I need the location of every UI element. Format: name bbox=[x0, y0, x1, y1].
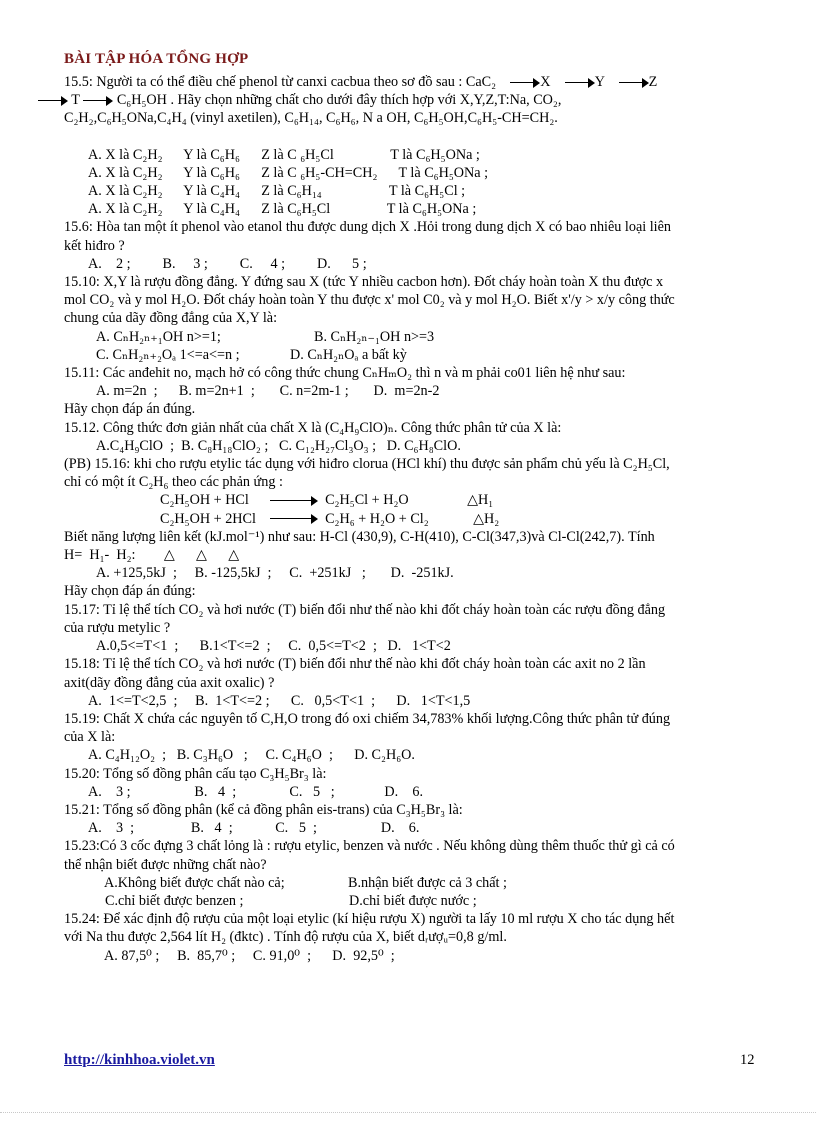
question-15-11-text: 15.11: Các anđehit no, mạch hở có công thức chung CₙHₘO₂ thì n và m phải co01 liên hệ như sau: bbox=[64, 365, 626, 382]
option-b: B. CₙH₂ₙ₋₁OH n>=3 bbox=[314, 328, 435, 345]
option-a: A.Không biết được chất nào cả; bbox=[104, 874, 285, 891]
question-15-21-text: 15.21: Tổng số đồng phân (kể cả đồng phân eis-trans) của C₃H₅Br₃ là: bbox=[64, 801, 463, 818]
question-15-23-text: 15.23:Có 3 cốc đựng 3 chất lỏng là : rượu etylic, benzen và nước . Nếu không dùng thêm thuốc thử gì cả có bbox=[64, 838, 675, 855]
question-15-16-text: (PB) 15.16: khi cho rượu etylic tác dụng với hiđro clorua (HCl khí) thu được sản phẩm chủ yếu là C₂H₅Cl, bbox=[64, 456, 670, 473]
question-15-18-options: A. 1<=T<2,5 ; B. 1<T<=2 ; C. 0,5<T<1 ; D. 1<T<1,5 bbox=[88, 692, 471, 709]
question-15-10-text: 15.10: X,Y là rượu đồng đẳng. Y đứng sau X (tức Y nhiều cacbon hơn). Đốt cháy hoàn toàn X thu được x bbox=[64, 274, 664, 291]
question-15-18-text: 15.18: Tỉ lệ thể tích CO₂ và hơi nước (T) biến đổi như thế nào khi đốt cháy hoàn toàn các axit no 2 lần bbox=[64, 656, 646, 673]
footer-link[interactable]: http://kinhhoa.violet.vn bbox=[64, 1052, 215, 1068]
option-d: D.chỉ biết được nước ; bbox=[349, 892, 477, 909]
option-a: A. CₙH₂ₙ₊₁OH n>=1; bbox=[96, 328, 221, 345]
question-15-24-text: với Na thu được 2,564 lít H₂ (đktc) . Tính độ rượu của X, biết dᵣượᵤ=0,8 g/ml. bbox=[64, 929, 507, 946]
question-15-6-options: A. 2 ; B. 3 ; C. 4 ; D. 5 ; bbox=[88, 255, 367, 272]
reaction-2 bbox=[64, 510, 754, 528]
arrow-icon bbox=[565, 78, 595, 88]
arrow-icon bbox=[619, 78, 649, 88]
reaction-2-reactants: C₂H₅OH + 2HCl bbox=[160, 510, 256, 527]
question-15-16-text: chỉ có một ít C₂H₆ theo các phản ứng : bbox=[64, 474, 283, 491]
question-15-5-line2: T C₆H₅OH . Hãy chọn những chất cho dưới đây thích hợp với X,Y,Z,T:Na, CO₂, bbox=[38, 91, 754, 109]
question-15-23-text: thể nhận biết được những chất nào? bbox=[64, 856, 267, 873]
question-15-6-text: kết hiđro ? bbox=[64, 237, 125, 254]
question-15-17-text: của rượu metylic ? bbox=[64, 619, 171, 636]
question-15-10-options-row2 bbox=[64, 346, 754, 364]
arrow-icon bbox=[270, 514, 318, 524]
question-15-17-options: A.0,5<=T<1 ; B.1<T<=2 ; C. 0,5<=T<2 ; D. 1<T<2 bbox=[96, 638, 451, 655]
question-15-10-text: chung của dãy đồng đẳng của X,Y là: bbox=[64, 310, 278, 327]
question-15-5-option: A. X là C₂H₂ Y là C₄H₄ Z là C₆H₁₄ T là C₆H₅Cl ; bbox=[88, 183, 466, 200]
arrow-icon bbox=[270, 496, 318, 506]
option-d: D. CₙH₂ₙOₐ a bất kỳ bbox=[290, 346, 407, 363]
question-15-16-text: H= H₁- H₂: △ △ △ bbox=[64, 547, 240, 564]
question-15-19-text: 15.19: Chất X chứa các nguyên tố C,H,O trong đó oxi chiếm 34,783% khối lượng.Công thức phân tử đúng bbox=[64, 710, 671, 727]
question-15-20-options: A. 3 ; B. 4 ; C. 5 ; D. 6. bbox=[88, 783, 423, 800]
question-15-5-option: A. X là C₂H₂ Y là C₆H₆ Z là C ₆H₅Cl T là C₆H₅ONa ; bbox=[88, 146, 480, 163]
page-divider bbox=[0, 1112, 816, 1113]
reaction-2-products: C₂H₆ + H₂O + Cl₂ bbox=[325, 510, 429, 527]
question-15-5-option: A. X là C₂H₂ Y là C₄H₄ Z là C₆H₅Cl T là C₆H₅ONa ; bbox=[88, 201, 477, 218]
question-15-16-text: Biết năng lượng liên kết (kJ.mol⁻¹) như sau: H-Cl (430,9), C-H(410), C-Cl(347,3)và Cl-Cl(242,7). Tính bbox=[64, 528, 655, 545]
arrow-icon bbox=[510, 78, 540, 88]
question-15-6-text: 15.6: Hòa tan một ít phenol vào etanol thu được dung dịch X .Hỏi trong dung dịch X có bao nhiêu loại liên bbox=[64, 219, 672, 236]
question-15-23-options-row2 bbox=[64, 892, 754, 910]
question-15-19-options: A. C₄H₁₂O₂ ; B. C₃H₆O ; C. C₄H₆O ; D. C₂H₆O. bbox=[88, 747, 415, 764]
option-b: B.nhận biết được cả 3 chất ; bbox=[348, 874, 507, 891]
question-15-18-text: axit(dãy đồng đẳng của axit oxalic) ? bbox=[64, 674, 275, 691]
reaction-1-reactants: C₂H₅OH + HCl bbox=[160, 492, 249, 509]
option-c: C.chỉ biết được benzen ; bbox=[105, 892, 244, 909]
arrow-icon bbox=[38, 96, 68, 106]
document-body bbox=[64, 73, 754, 965]
question-15-12-text: 15.12. Công thức đơn giản nhất của chất X là (C₄H₉ClO)ₙ. Công thức phân tử của X là: bbox=[64, 419, 562, 436]
question-15-20-text: 15.20: Tổng số đồng phân cấu tạo C₃H₅Br₃ là: bbox=[64, 765, 327, 782]
question-15-17-text: 15.17: Tỉ lệ thể tích CO₂ và hơi nước (T) biến đổi như thế nào khi đốt cháy hoàn toàn các rượu đồng đẳng bbox=[64, 601, 666, 618]
question-15-24-options: A. 87,5⁰ ; B. 85,7⁰ ; C. 91,0⁰ ; D. 92,5⁰ ; bbox=[104, 947, 395, 964]
question-15-23-options-row1 bbox=[64, 874, 754, 892]
page-number: 12 bbox=[740, 1052, 755, 1068]
option-c: C. CₙH₂ₙ₊₂Oₐ 1<=a<=n ; bbox=[96, 346, 240, 363]
question-15-16-instruction: Hãy chọn đáp án đúng: bbox=[64, 583, 196, 600]
question-15-16-options: A. +125,5kJ ; B. -125,5kJ ; C. +251kJ ; D. -251kJ. bbox=[96, 565, 454, 582]
arrow-icon bbox=[83, 96, 113, 106]
page-title: BÀI TẬP HÓA TỔNG HỢP bbox=[64, 51, 249, 67]
reaction-1 bbox=[64, 491, 754, 509]
question-15-5-line3: C₂H₂,C₆H₅ONa,C₄H₄ (vinyl axetilen), C₆H₁₄, C₆H₆, N a OH, C₆H₅OH,C₆H₅-CH=CH₂. bbox=[64, 110, 558, 127]
question-15-12-options: A.C₄H₉ClO ; B. C₈H₁₈ClO₂ ; C. C₁₂H₂₇Cl₃O₃ ; D. C₆H₈ClO. bbox=[96, 437, 461, 454]
question-15-19-text: của X là: bbox=[64, 729, 116, 746]
question-15-24-text: 15.24: Để xác định độ rượu của một loại etylic (kí hiệu rượu X) người ta lấy 10 ml rượu X cho tác dụng hết bbox=[64, 911, 675, 928]
question-15-10-options-row1 bbox=[64, 328, 754, 346]
question-15-5-line1: 15.5: Người ta có thể điều chế phenol từ canxi cacbua theo sơ đồ sau : CaC₂ X Y Z bbox=[64, 74, 658, 90]
question-15-11-options: A. m=2n ; B. m=2n+1 ; C. n=2m-1 ; D. m=2n-2 bbox=[96, 383, 440, 400]
reaction-2-enthalpy: △H₂ bbox=[473, 510, 500, 527]
question-15-10-text: mol CO₂ và y mol H₂O. Đốt cháy hoàn toàn Y thu được x' mol C0₂ và y mol H₂O. Biết x'/y > x/y công thức bbox=[64, 292, 675, 309]
question-15-21-options: A. 3 ; B. 4 ; C. 5 ; D. 6. bbox=[88, 820, 420, 837]
question-15-5-option: A. X là C₂H₂ Y là C₆H₆ Z là C ₆H₅-CH=CH₂ T là C₆H₅ONa ; bbox=[88, 164, 489, 181]
question-15-11-instruction: Hãy chọn đáp án đúng. bbox=[64, 401, 196, 418]
reaction-1-enthalpy: △H₁ bbox=[467, 492, 494, 509]
reaction-1-products: C₂H₅Cl + H₂O bbox=[325, 492, 409, 509]
